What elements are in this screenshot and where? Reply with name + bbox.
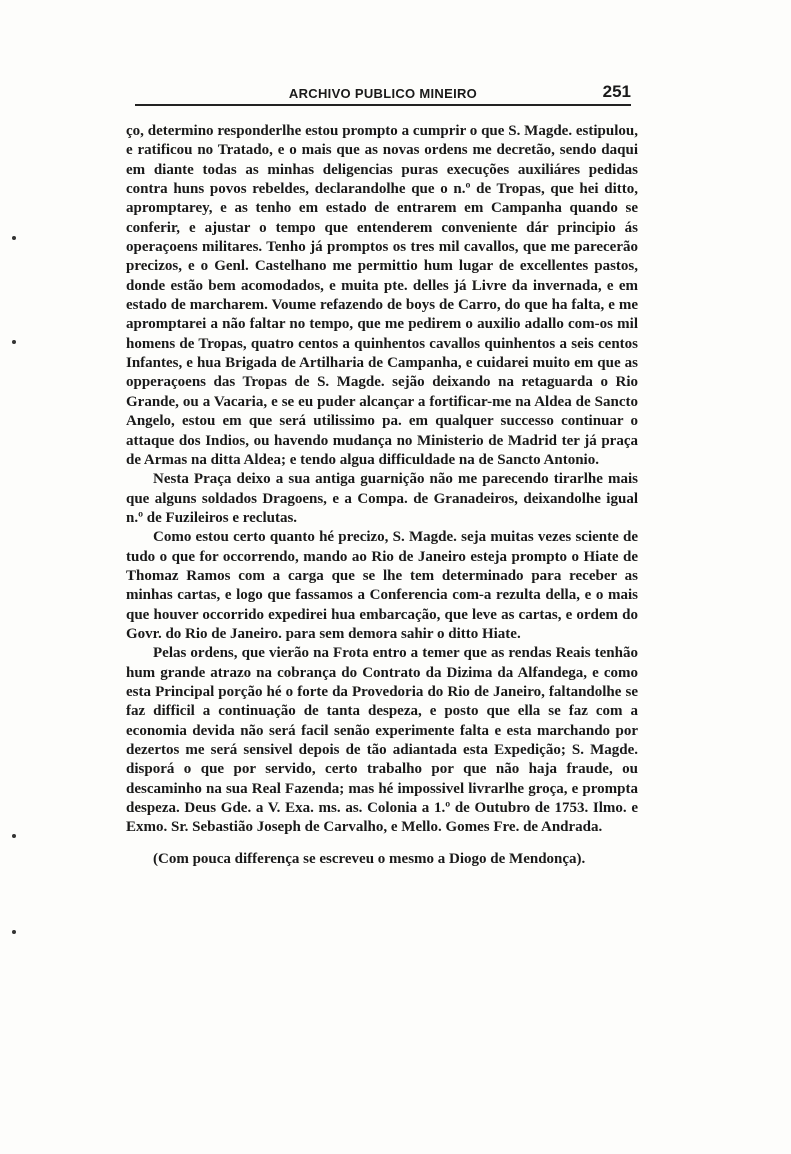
page-number: 251 <box>602 82 631 101</box>
header-rule <box>135 104 631 106</box>
running-header <box>135 82 631 104</box>
scan-speck <box>12 930 16 934</box>
scan-speck <box>12 236 16 240</box>
paragraph: Pelas ordens, que vierão na Frota entro a temer que as rendas Reais tenhão hum grande atrazo na cobrança do Contrato da Dizima da Alfandega, e como esta Principal porção hé o forte da Provedoria do Rio de Janeiro, faltandolhe se faz difficil a continuação de tanta despeza, e posto que ella se faz com a economia devida não será facil senão experimente falta e esta marchando por dezertos me será sensivel depois de tão adiantada esta Expedição; S. Magde. disporá o que por servido, certo trabalho por que não haja fraude, ou descaminho na sua Real Fazenda; mas hé impossivel livrarlhe groça, e prompta despeza. Deus Gde. a V. Exa. ms. as. Colonia a 1.º de Outubro de 1753. Ilmo. e Exmo. Sr. Sebastião Joseph de Carvalho, e Mello. Gomes Fre. de Andrada. <box>126 645 638 836</box>
running-title: ARCHIVO PUBLICO MINEIRO <box>288 86 478 101</box>
closing-note: (Com pouca differença se escreveu o mesmo a Diogo de Mendonça). <box>153 850 586 867</box>
paragraph: Nesta Praça deixo a sua antiga guarnição não me parecendo tirarlhe mais que alguns soldados Dragoens, e a Compa. de Granadeiros, deixandolhe igual n.º de Fuzileiros e reclutas. <box>126 471 638 526</box>
scan-speck <box>12 834 16 838</box>
body-text <box>126 122 638 869</box>
paragraph-continued: ço, determino responderlhe estou prompto a cumprir o que S. Magde. estipulou, e ratificou no Tratado, e o mais que as novas ordens me decretão, sendo daqui em diante todas as minhas deligencias puras execuções auxiliáres pedidas contra huns povos rebeldes, declarandolhe que o n.º de Tropas, que hei ditto, apromptarey, e as tenho em estado de entrarem em Campanha quando se conferir, e ajustar o tempo que entenderem conveniente dár principio ás operaçoens militares. Tenho já promptos os tres mil cavallos, que me parecerão precizos, e o Genl. Castelhano me permittio hum lugar de excellentes pastos, donde estão bem acomodados, e muita pte. delles já Livre da invernada, e em estado de marcharem. Voume refazendo de boys de Carro, do que ha falta, e me apromptarei a não faltar no tempo, que me pedirem o auxilio adallo com-os mil homens de Tropas, quatro centos a quinhentos cavallos quinhentos a seis centos Infantes, e hua Brigada de Artilharia de Campanha, e cuidarei muito em que as opperaçoens das Tropas de S. Magde. sejão deixando na retaguarda o Rio Grande, ou a Vacaria, e se eu puder alcançar a fortificar-me na Aldea de Sancto Angelo, estou em que será utilissimo pa. em qualquer successo continuar o attaque dos Indios, ou havendo mudança no Ministerio de Madrid ter já praça de Armas na ditta Aldea; e tendo algua difficuldade na de Sancto Antonio. <box>126 123 638 468</box>
paragraph: Como estou certo quanto hé precizo, S. Magde. seja muitas vezes sciente de tudo o que for occorrendo, mando ao Rio de Janeiro esteja prompto o Hiate de Thomaz Ramos com a carga que se lhe tem determinado para receber as minhas cartas, e logo que fassamos a Conferencia com-a rezulta della, e o mais que houver occorrido expedirei hua embarcação, que leve as cartas, e ordem do Govr. do Rio de Janeiro. para sem demora sahir o ditto Hiate. <box>126 529 638 642</box>
scan-speck <box>12 340 16 344</box>
